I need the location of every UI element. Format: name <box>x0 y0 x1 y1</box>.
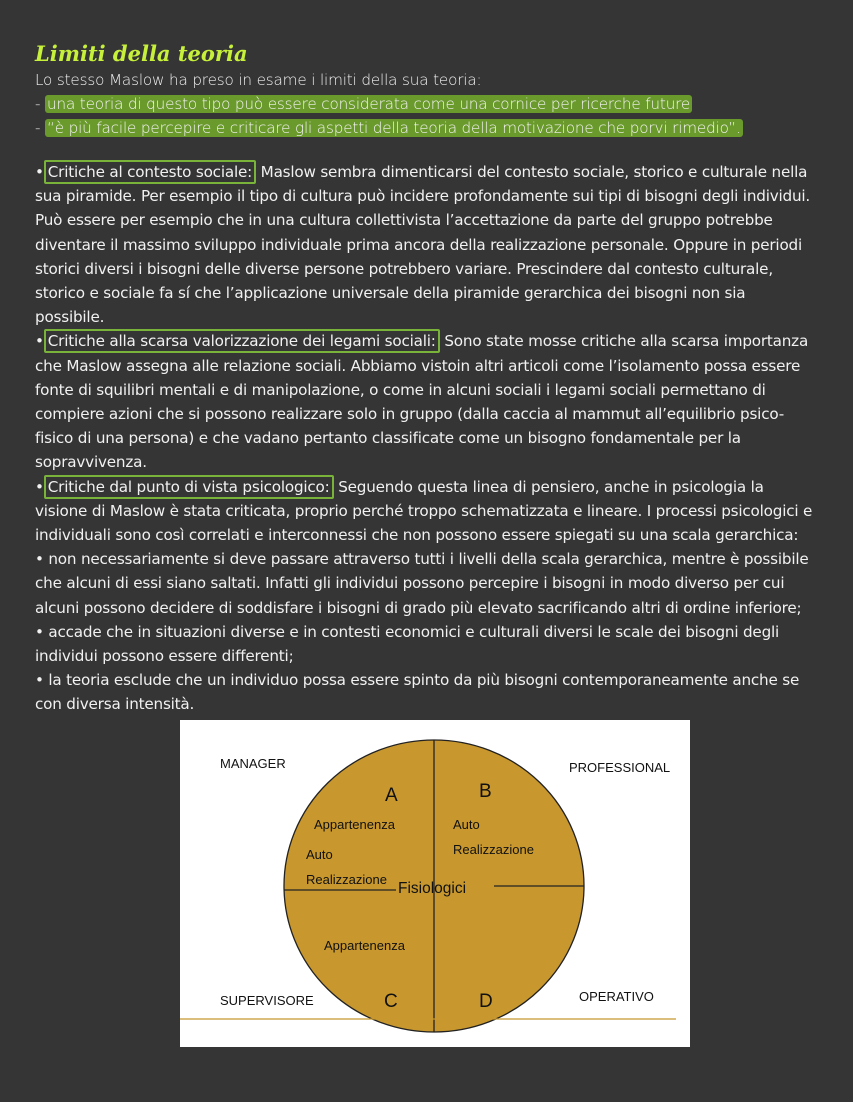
corner-label-supervisore: SUPERVISORE <box>220 993 314 1008</box>
criticism-body: Sono state mosse critiche alla scarsa importanza che Maslow assegna alle relazione sociali. Abbiamo vistoin altri articoli come l’isolamento possa essere fonte di squilibri mentali e di manipolazione, o come in alcuni sociali i legami sociali permettano di compiere azioni che si possono realizzare solo in gruppo (dalla caccia al mammut all’equilibrio psico-fisico di una persona) e che vadano pertanto classificate come un bisogno fondamentale per la sopravvivenza. <box>35 332 809 472</box>
document-page <box>35 40 815 717</box>
quadrant-b-label: Realizzazione <box>453 842 534 857</box>
quadrant-c-label: Appartenenza <box>324 938 405 953</box>
quadrant-b-label: Auto <box>453 817 480 832</box>
quadrant-letter-c: C <box>384 991 398 1012</box>
center-label: Fisiologici <box>398 880 467 897</box>
criticism-body: Seguendo questa linea di pensiero, anche in psicologia la visione di Maslow è stata criticata, proprio perché troppo schematizzata e lineare. I processi psicologici e individuali sono così correlati e interconnessi che non possono essere spiegati su una scala gerarchica: <box>35 477 813 545</box>
criticism-paragraph <box>35 329 815 474</box>
limit-item <box>35 116 815 140</box>
intro-text: Lo stesso Maslow ha preso in esame i limiti della sua teoria: <box>35 71 482 89</box>
bullet-point: • la teoria esclude che un individuo possa essere spinto da più bisogni contemporaneamente anche se con diversa intensità. <box>35 671 800 714</box>
diagram-svg <box>180 720 690 1047</box>
criticism-title: Critiche dal punto di vista psicologico: <box>44 475 334 499</box>
needs-circle-diagram <box>180 720 690 1047</box>
criticism-paragraph <box>35 475 815 548</box>
bullet-point: • non necessariamente si deve passare attraverso tutti i livelli della scala gerarchica, mentre è possibile che alcuni di essi siano saltati. Infatti gli individui possono percepire i bisogni in modo diverso per cui alcuni possono decidere di soddisfare i bisogni di grado più elevato sacrificando altri di ordine inferiore; <box>35 550 809 617</box>
quadrant-a-label: Auto <box>306 847 333 862</box>
criticism-title: Critiche alla scarsa valorizzazione dei legami sociali: <box>44 329 440 353</box>
quadrant-letter-b: B <box>479 781 492 802</box>
limit-prefix: - <box>35 95 46 113</box>
bullet: • <box>35 332 44 351</box>
quadrant-letter-a: A <box>385 785 398 806</box>
bullet: • <box>35 477 44 496</box>
spacer <box>35 140 815 160</box>
criticism-body: Maslow sembra dimenticarsi del contesto sociale, storico e culturale nella sua piramide. Per esempio il tipo di cultura può incidere profondamente sui tipi di bisogni degli individui. Può essere per esempio che in una cultura collettivista l’accettazione da parte del gruppo potrebbe diventare il massimo sviluppo individuale prima ancora della realizzazione personale. Oppure in periodi storici diversi i bisogni delle diverse persone potrebbero variare. Prescindere dal contesto culturale, storico e sociale fa sí che l’applicazione universale della piramide gerarchica dei bisogni non sia possibile. <box>35 163 811 327</box>
bullet: • <box>35 163 44 181</box>
corner-label-professional: PROFESSIONAL <box>569 760 671 775</box>
corner-label-manager: MANAGER <box>220 756 286 771</box>
criticism-paragraph <box>35 160 815 329</box>
quadrant-letter-d: D <box>479 991 493 1012</box>
limit-item <box>35 92 815 116</box>
section-title: Limiti della teoria <box>35 41 248 66</box>
bullet-point: • accade che in situazioni diverse e in contesti economici e culturali diversi le scale dei bisogni degli individui possono essere differenti; <box>35 622 780 666</box>
quadrant-a-label: Appartenenza <box>314 817 395 832</box>
corner-label-operativo: OPERATIVO <box>579 989 654 1004</box>
highlighted-text: “è più facile percepire e criticare gli aspetti della teoria della motivazione che porvi rimedio”. <box>47 119 741 137</box>
limit-prefix: - <box>35 119 46 137</box>
highlighted-text: una teoria di questo tipo può essere considerata come una cornice per ricerche future <box>47 95 691 113</box>
criticism-title: Critiche al contesto sociale: <box>44 160 256 184</box>
quadrant-a-label: Realizzazione <box>306 872 387 887</box>
